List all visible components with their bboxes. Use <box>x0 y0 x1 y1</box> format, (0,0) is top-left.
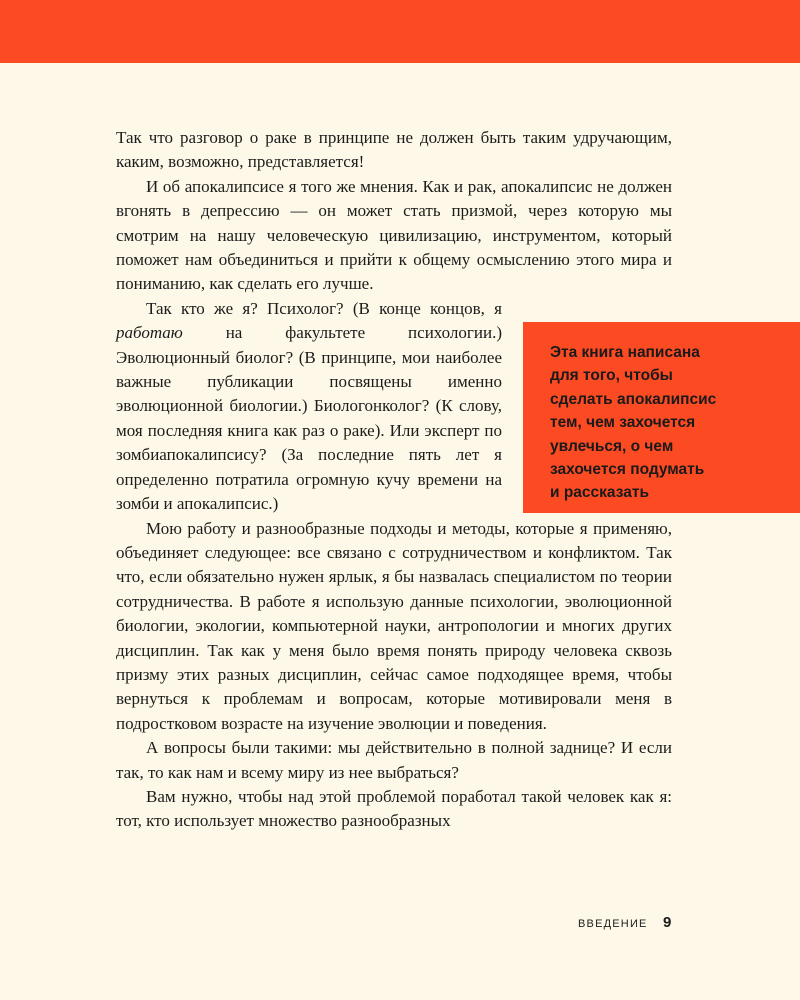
paragraph-4: Мою работу и разнообразные подходы и методы, которые я применяю, объединяет следующее: все связано с сотрудничеством и конфликтом. Так что, если обязательно нужен ярлык, я бы назвалась специалистом по теории сотрудничества. В работе я использую данные психологии, эволюционной биологии, экологии, компьютерной науки, антропологии и многих других дисциплин. Так как у меня было время понять природу человека сквозь призму этих разных дисциплин, сейчас самое подходящее время, чтобы вернуться к проблемам и вопросам, которые мотивировали меня в подростковом возрасте на изучение эволюции и поведения. <box>116 518 672 733</box>
paragraph-3-start: Так кто же я? Психолог? (В конце концов, я <box>146 298 502 318</box>
callout-line: Эта книга написана <box>550 344 700 361</box>
paragraph-1: Так что разговор о раке в принципе не должен быть таким удручающим, каким, возможно, представляется! <box>116 128 672 172</box>
callout-line: для того, чтобы <box>550 367 673 385</box>
top-accent-band <box>0 0 800 63</box>
paragraph-3-end: на факультете психологии.) Эволюционный биолог? (В принципе, мои наиболее важные публикации посвящены именно эволюционной биологии.) Биологонколог? (К слову, моя последняя книга как раз о раке). Или эксперт по зомбиапокалипсису? (За последние пять лет я определенно потратила огромную кучу времени на зомби и апокалипсис.) <box>116 323 502 514</box>
paragraph-6: Вам нужно, чтобы над этой проблемой поработал такой человек как я: тот, кто использует множество разнообразных <box>116 786 672 831</box>
callout-line: захочется подумать <box>550 461 705 479</box>
page-number: 9 <box>663 914 672 931</box>
pull-quote-callout <box>523 322 800 513</box>
paragraph-2: И об апокалипсисе я того же мнения. Как и рак, апокалипсис не должен вгонять в депрессию — он может стать призмой, через которую мы смотрим на нашу человеческую цивилизацию, инструментом, который поможет нам объединиться и прийти к общему осмыслению этого мира и пониманию, как сделать его лучше. <box>116 176 672 294</box>
section-label: ВВЕДЕНИЕ <box>578 918 648 930</box>
callout-line: сделать апокалипсис <box>550 390 717 408</box>
callout-line: и рассказать <box>550 484 649 502</box>
callout-line: увлечься, о чем <box>550 437 674 455</box>
emphasized-word: работаю <box>116 323 183 343</box>
paragraph-5: А вопросы были такими: мы действительно в полной заднице? И если так, то как нам и всему миру из нее выбраться? <box>116 738 672 782</box>
callout-line: тем, чем захочется <box>550 414 696 432</box>
